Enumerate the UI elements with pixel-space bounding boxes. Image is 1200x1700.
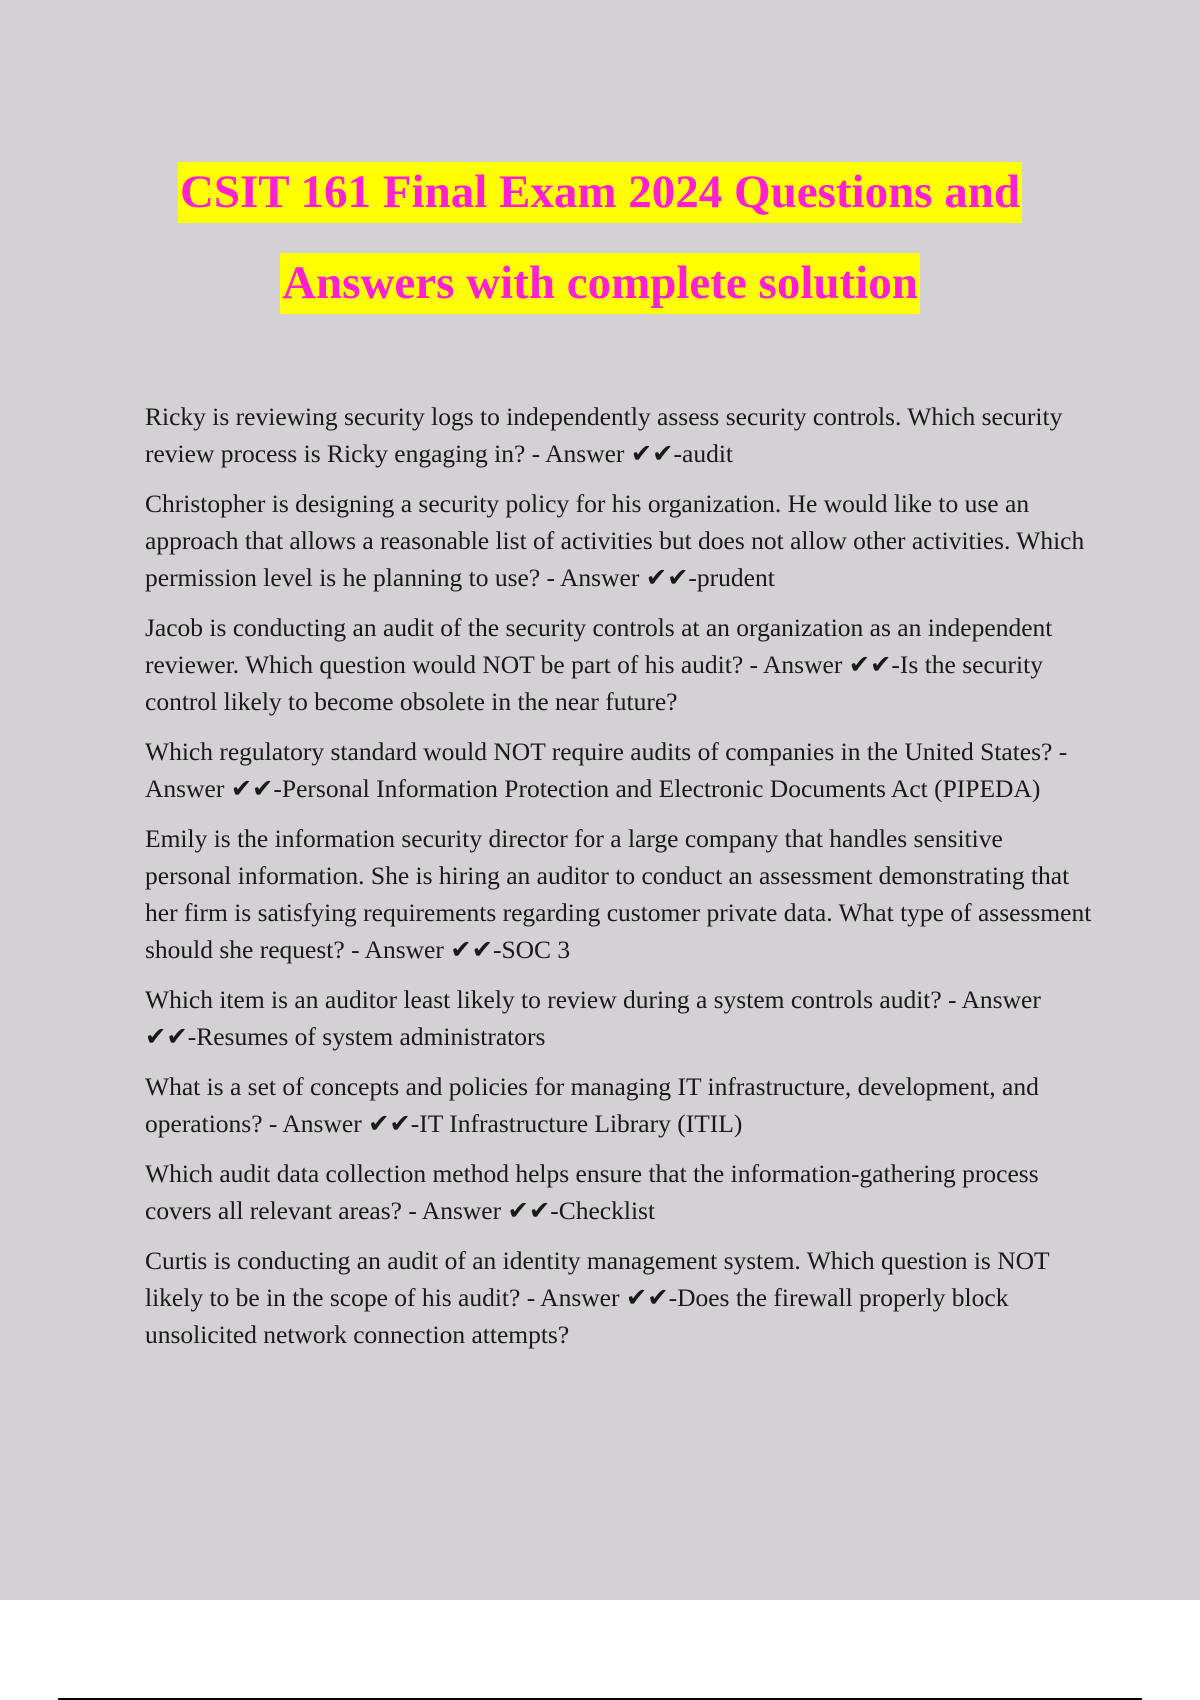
qa-item-6: Which item is an auditor least likely to review during a system controls audit? - Answer ✔✔-Resumes of system administrators [145, 985, 1041, 1051]
qa-item-2: Christopher is designing a security policy for his organization. He would like to use an approach that allows a reasonable list of activities but does not allow other activities. Which permission level is he planning to use? - Answer ✔✔-prudent [145, 489, 1085, 592]
title-line-2: Answers with complete solution [280, 253, 920, 314]
qa-item-3: Jacob is conducting an audit of the security controls at an organization as an independent reviewer. Which question would NOT be part of his audit? - Answer ✔✔-Is the security control likely to become obsolete in the near future? [145, 613, 1053, 716]
qa-item-8: Which audit data collection method helps ensure that the information-gathering process covers all relevant areas? - Answer ✔✔-Checklist [145, 1159, 1039, 1225]
qa-item-5: Emily is the information security director for a large company that handles sensitive personal information. She is hiring an auditor to conduct an assessment demonstrating that her firm is satisfying requirements regarding customer private data. What type of assessment should she request? - Answer ✔✔-SOC 3 [145, 824, 1092, 964]
title-line-1: CSIT 161 Final Exam 2024 Questions and [178, 162, 1022, 223]
document-title [0, 162, 1200, 314]
qa-item-9: Curtis is conducting an audit of an identity management system. Which question is NOT likely to be in the scope of his audit? - Answer ✔✔-Does the firewall properly block unsolicited network connection attempts? [145, 1246, 1050, 1349]
qa-list [145, 398, 1095, 1366]
qa-item-1: Ricky is reviewing security logs to independently assess security controls. Which security review process is Ricky engaging in? - Answer ✔✔-audit [145, 402, 1063, 468]
qa-item-4: Which regulatory standard would NOT require audits of companies in the United States? - Answer ✔✔-Personal Information Protection and Electronic Documents Act (PIPEDA) [145, 737, 1068, 803]
title-line-gap [0, 223, 1200, 253]
qa-item-7: What is a set of concepts and policies for managing IT infrastructure, development, and operations? - Answer ✔✔-IT Infrastructure Library (ITIL) [145, 1072, 1039, 1138]
